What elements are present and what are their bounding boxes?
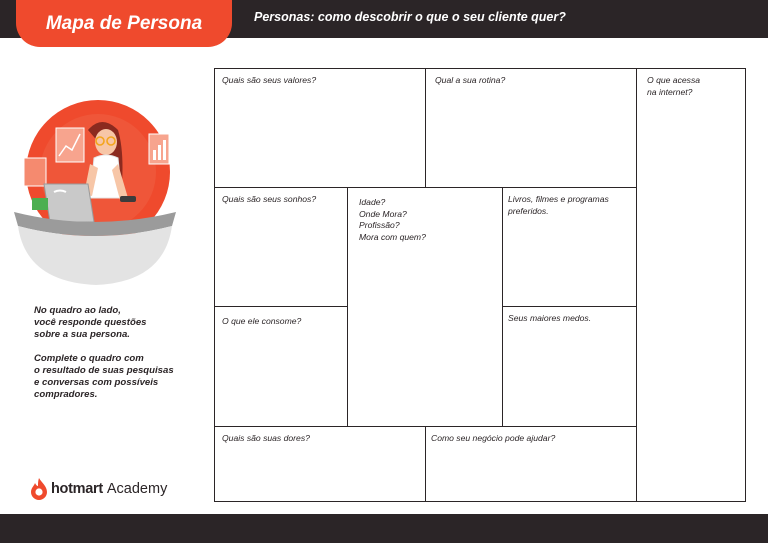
box-consome[interactable] bbox=[214, 306, 348, 427]
footer-bar bbox=[0, 514, 768, 543]
box-sonhos-label: Quais são seus sonhos? bbox=[222, 194, 317, 204]
box-livros[interactable] bbox=[502, 187, 637, 307]
box-medos-label: Seus maiores medos. bbox=[508, 313, 592, 323]
box-negocio-label: Como seu negócio pode ajudar? bbox=[431, 433, 556, 443]
box-internet-label: O que acessa na internet? bbox=[647, 75, 701, 97]
box-rotina[interactable] bbox=[425, 68, 637, 188]
box-perfil-label: Idade? Onde Mora? Profissão? Mora com quem? bbox=[359, 197, 426, 242]
page-subtitle: Personas: como descobrir o que o seu cliente quer? bbox=[254, 10, 566, 24]
box-perfil[interactable] bbox=[347, 187, 503, 427]
chart-card-middle bbox=[56, 128, 84, 162]
box-consome-label: O que ele consome? bbox=[222, 316, 302, 326]
box-dores-label: Quais são suas dores? bbox=[222, 433, 310, 443]
laptop bbox=[44, 184, 94, 222]
notebook bbox=[32, 198, 48, 210]
intro-text bbox=[34, 305, 204, 413]
hotmart-logo bbox=[30, 478, 167, 500]
box-valores[interactable] bbox=[214, 68, 426, 188]
persona-illustration bbox=[14, 100, 176, 288]
intro-paragraph-2: Complete o quadro com o resultado de suas pesquisas e conversas com possíveis compradores. bbox=[34, 353, 174, 400]
intro-paragraph-1: No quadro ao lado, você responde questões sobre a sua persona. bbox=[34, 305, 147, 340]
face bbox=[95, 129, 117, 155]
box-rotina-label: Qual a sua rotina? bbox=[435, 75, 506, 85]
box-sonhos[interactable] bbox=[214, 187, 348, 307]
flame-icon bbox=[30, 478, 48, 500]
box-valores-label: Quais são seus valores? bbox=[222, 75, 317, 85]
box-medos[interactable] bbox=[502, 306, 637, 427]
box-negocio[interactable] bbox=[425, 426, 637, 502]
box-internet[interactable] bbox=[636, 68, 746, 502]
box-dores[interactable] bbox=[214, 426, 426, 502]
logo-brand: hotmart bbox=[51, 481, 103, 497]
box-livros-label: Livros, filmes e programas preferidos. bbox=[508, 194, 609, 216]
mouse bbox=[120, 196, 136, 202]
page-title: Mapa de Persona bbox=[16, 0, 232, 47]
chart-card-left bbox=[24, 158, 46, 186]
logo-academy: Academy bbox=[106, 481, 168, 497]
